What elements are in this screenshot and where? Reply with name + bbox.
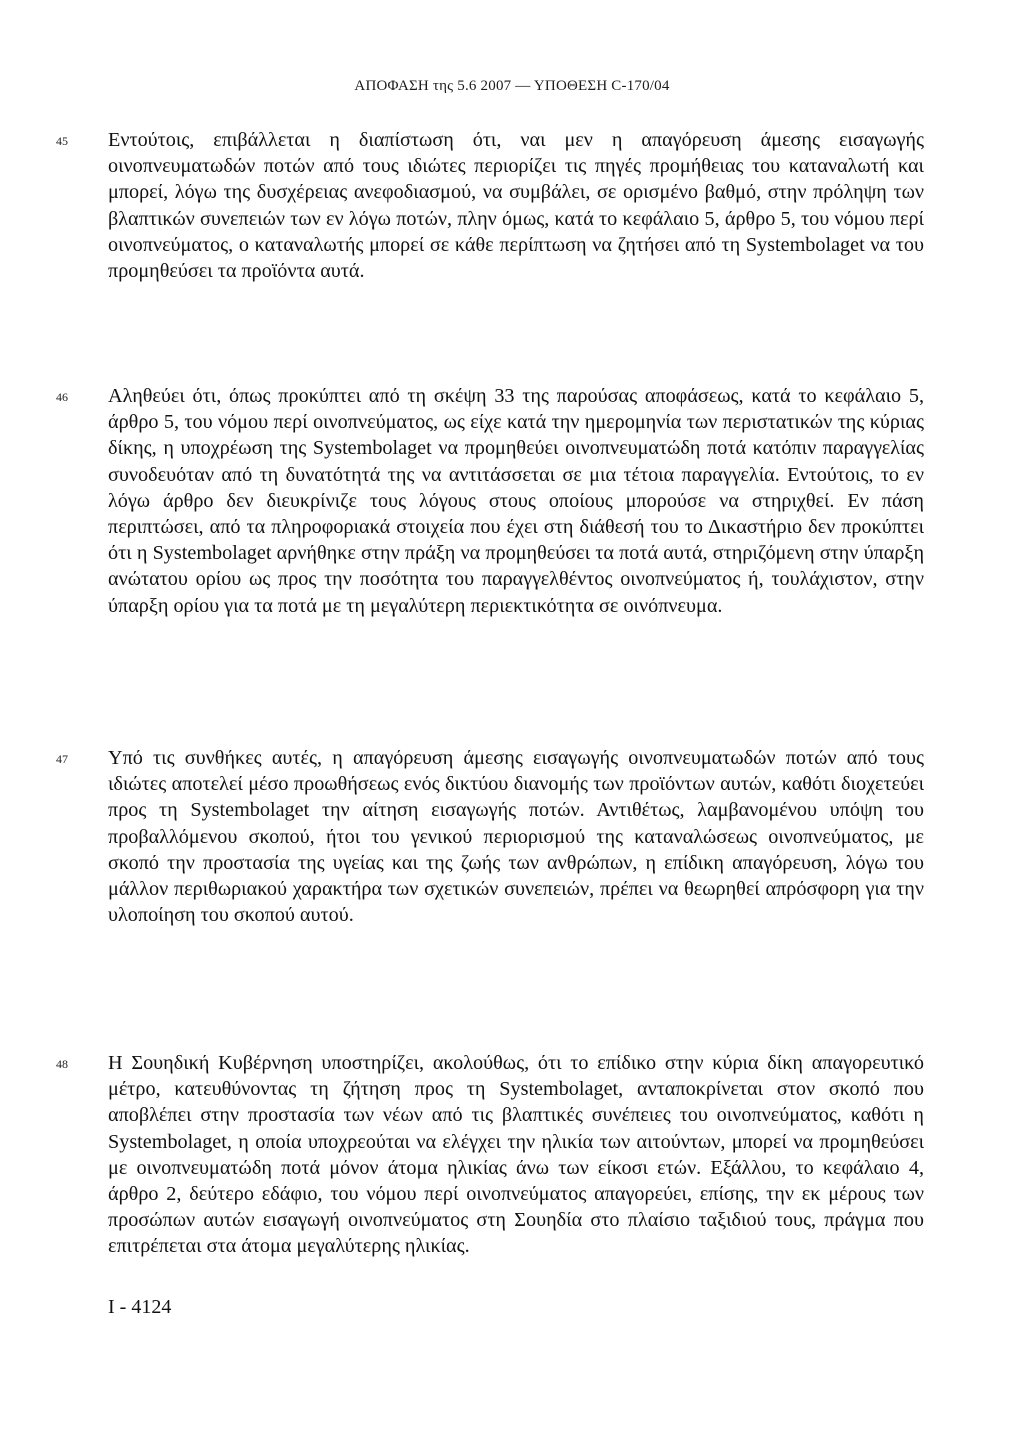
page-number: I - 4124 [108,1296,172,1318]
paragraph-number: 45 [56,134,68,148]
paragraph-number: 48 [56,1057,68,1071]
paragraph-text: Εντούτοις, επιβάλλεται η διαπίστωση ότι, ναι μεν η απαγόρευση άμεσης εισαγωγής οινοπνευματωδών ποτών από τους ιδιώτες περιορίζει τις πηγές προμήθειας του καταναλωτή και μπορεί, λόγω της δυσχέρειας ανεφοδιασμού, να συμβάλει, σε ορισμένο βαθμό, στην πρόληψη των βλαπτικών συνεπειών των εν λόγω ποτών, πλην όμως, κατά το κεφάλαιο 5, άρθρο 5, του νόμου περί οινοπνεύματος, ο καταναλωτής μπορεί σε κάθε περίπτωση να ζητήσει από τη Systembolaget να του προμηθεύσει τα προϊόντα αυτά. [108,129,924,283]
running-header: ΑΠΟΦΑΣΗ της 5.6 2007 — ΥΠΟΘΕΣΗ C-170/04 [354,78,670,94]
paragraph-text: Αληθεύει ότι, όπως προκύπτει από τη σκέψη 33 της παρούσας αποφάσεως, κατά το κεφάλαιο 5, άρθρο 5, του νόμου περί οινοπνεύματος, ως είχε κατά την ημερομηνία των περιστατικών της κύριας δίκης, η υποχρέωση της Systembolaget να προμηθεύει οινοπνευματώδη ποτά κατόπιν παραγγελίας συνοδευόταν από τη δυνατότητά της να αντιτάσσεται σε μια τέτοια παραγγελία. Εντούτοις, το εν λόγω άρθρο δεν διευκρίνιζε τους λόγους στους οποίους μπορούσε να στηριχθεί. Εν πάση περιπτώσει, από τα πληροφοριακά στοιχεία που έχει στη διάθεσή του το Δικαστήριο δεν προκύπτει ότι η Systembolaget αρνήθηκε στην πράξη να προμηθεύσει τα ποτά αυτά, στηριζόμενη στην ύπαρξη ανώτατου ορίου ως προς την ποσότητα του παραγγελθέντος οινοπνεύματος ή, τουλάχιστον, στην ύπαρξη ορίου για τα ποτά με τη μεγαλύτερη περιεκτικότητα σε οινόπνευμα. [108,385,924,617]
paragraph-number: 46 [56,390,68,404]
paragraph-number: 47 [56,752,68,766]
paragraph-text: Η Σουηδική Κυβέρνηση υποστηρίζει, ακολούθως, ότι το επίδικο στην κύρια δίκη απαγορευτικό μέτρο, κατευθύνοντας τη ζήτηση προς τη Systembolaget, ανταποκρίνεται στον σκοπό που αποβλέπει στην προστασία των νέων από τις βλαπτικές συνέπειες του οινοπνεύματος, καθότι η Systembolaget, η οποία υποχρεούται να ελέγχει την ηλικία των αιτούντων, μπορεί να προμηθεύσει με οινοπνευματώδη ποτά μόνον άτομα ηλικίας άνω των είκοσι ετών. Εξάλλου, το κεφάλαιο 4, άρθρο 2, δεύτερο εδάφιο, του νόμου περί οινοπνεύματος απαγορεύει, επίσης, την εκ μέρους των προσώπων αυτών εισαγωγή οινοπνεύματος στη Σουηδία στο πλαίσιο ταξιδιού τους, πράγμα που επιτρέπεται στα άτομα μεγαλύτερης ηλικίας. [108,1052,924,1258]
paragraph-text: Υπό τις συνθήκες αυτές, η απαγόρευση άμεσης εισαγωγής οινοπνευματωδών ποτών από τους ιδιώτες αποτελεί μέσο προωθήσεως ενός δικτύου διανομής των προϊόντων αυτών, καθότι διοχετεύει προς τη Systembolaget την αίτηση εισαγωγής ποτών. Αντιθέτως, λαμβανομένου υπόψη του προβαλλόμενου σκοπού, ήτοι του γενικού περιορισμού της καταναλώσεως οινοπνεύματος, με σκοπό την προστασία της υγείας και της ζωής των ανθρώπων, η επίδικη απαγόρευση, λόγω του μάλλον περιθωριακού χαρακτήρα των σχετικών συνεπειών, πρέπει να θεωρηθεί απρόσφορη για την υλοποίηση του σκοπού αυτού. [108,747,924,927]
